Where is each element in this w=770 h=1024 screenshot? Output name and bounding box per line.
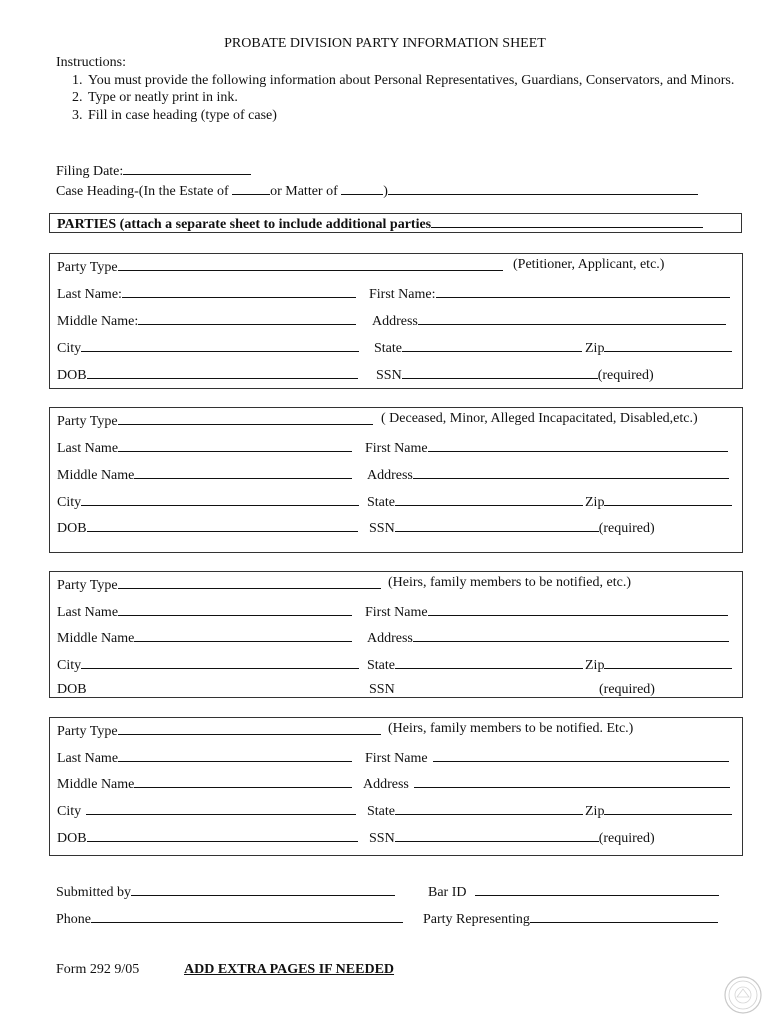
state-label: State xyxy=(367,658,395,673)
first-name-field[interactable] xyxy=(433,748,729,762)
or-matter-of-label: or Matter of xyxy=(270,184,338,199)
party-type-row xyxy=(57,721,737,739)
required-note: (required) xyxy=(599,682,655,697)
page-title: PROBATE DIVISION PARTY INFORMATION SHEET xyxy=(224,36,546,51)
filing-date-label: Filing Date: xyxy=(56,164,124,179)
city-field[interactable] xyxy=(86,801,356,815)
party-block xyxy=(49,571,743,698)
dob-field[interactable] xyxy=(87,828,358,842)
zip-field[interactable] xyxy=(604,338,732,352)
first-name-field[interactable] xyxy=(428,438,728,452)
parties-heading xyxy=(49,213,742,233)
party-type-hint: (Heirs, family members to be notified. Etc.) xyxy=(388,721,634,736)
middle-name-field[interactable] xyxy=(134,465,352,479)
bar-id-field[interactable] xyxy=(475,882,719,896)
filing-date-row xyxy=(56,161,746,181)
bar-id-label: Bar ID xyxy=(428,885,467,900)
last-name-label: Last Name xyxy=(57,441,119,456)
instruction-item: 2. Type or neatly print in ink. xyxy=(86,89,746,107)
name-row xyxy=(57,284,737,302)
form-footer xyxy=(56,962,656,978)
name-row xyxy=(57,602,737,620)
middle-address-row xyxy=(57,311,737,329)
party-type-row xyxy=(57,411,737,429)
zip-label: Zip xyxy=(585,495,605,510)
dob-label: DOB xyxy=(57,831,87,846)
state-field[interactable] xyxy=(402,338,582,352)
address-field[interactable] xyxy=(418,311,726,325)
instructions-list xyxy=(56,72,746,125)
ssn-field[interactable] xyxy=(402,365,598,379)
ssn-field[interactable] xyxy=(395,518,599,532)
instruction-item: 3. Fill in case heading (type of case) xyxy=(86,107,746,125)
address-field[interactable] xyxy=(413,465,729,479)
name-row xyxy=(57,748,737,766)
middle-name-field[interactable] xyxy=(134,774,352,788)
required-note: (required) xyxy=(598,521,655,536)
party-representing-field[interactable] xyxy=(530,909,718,923)
dob-label: DOB xyxy=(57,682,87,697)
city-label: City xyxy=(57,658,82,673)
middle-name-field[interactable] xyxy=(138,311,356,325)
party-type-label: Party Type xyxy=(57,260,118,275)
parties-heading-text: PARTIES (attach a separate sheet to include additional parties xyxy=(57,217,432,232)
city-label: City xyxy=(57,495,82,510)
state-label: State xyxy=(367,495,395,510)
case-heading-label: Case Heading-(In the Estate of xyxy=(56,184,229,199)
city-label: City xyxy=(57,804,82,819)
parties-heading-underline xyxy=(431,215,703,228)
phone-field[interactable] xyxy=(91,909,403,923)
party-block xyxy=(49,717,743,856)
address-label: Address xyxy=(367,631,413,646)
address-label: Address xyxy=(367,468,413,483)
filing-date-field[interactable] xyxy=(123,161,251,175)
ssn-label: SSN xyxy=(369,682,395,697)
dob-ssn-row xyxy=(57,518,737,536)
ssn-label: SSN xyxy=(369,831,395,846)
last-name-field[interactable] xyxy=(118,748,352,762)
first-name-label: First Name xyxy=(365,605,428,620)
first-name-field[interactable] xyxy=(436,284,730,298)
party-type-field[interactable] xyxy=(118,575,381,589)
last-name-field[interactable] xyxy=(118,602,352,616)
phone-label: Phone xyxy=(56,912,91,927)
submitted-by-label: Submitted by xyxy=(56,885,132,900)
city-field[interactable] xyxy=(81,655,359,669)
address-field[interactable] xyxy=(414,774,730,788)
party-type-field[interactable] xyxy=(118,257,503,271)
state-field[interactable] xyxy=(395,801,583,815)
close-paren: ) xyxy=(383,184,388,199)
first-name-label: First Name xyxy=(365,441,428,456)
zip-field[interactable] xyxy=(604,655,732,669)
filing-section xyxy=(56,161,746,201)
required-note: (required) xyxy=(598,831,655,846)
party-representing-label: Party Representing xyxy=(423,912,530,927)
first-name-field[interactable] xyxy=(428,602,728,616)
city-state-zip-row xyxy=(57,801,737,819)
required-note: (required) xyxy=(597,368,654,383)
dob-ssn-row xyxy=(57,365,737,383)
city-field[interactable] xyxy=(81,492,359,506)
address-label: Address xyxy=(372,314,418,329)
first-name-label: First Name: xyxy=(369,287,436,302)
last-name-label: Last Name: xyxy=(57,287,122,302)
address-label: Address xyxy=(363,777,409,792)
middle-name-field[interactable] xyxy=(134,628,352,642)
state-field[interactable] xyxy=(395,655,583,669)
dob-ssn-row xyxy=(57,682,737,700)
instructions-heading: Instructions: xyxy=(56,55,126,70)
party-type-hint: (Petitioner, Applicant, etc.) xyxy=(513,257,665,272)
first-name-label: First Name xyxy=(365,751,428,766)
dob-ssn-row xyxy=(57,828,737,846)
middle-address-row xyxy=(57,774,737,792)
middle-name-label: Middle Name xyxy=(57,777,135,792)
ssn-field[interactable] xyxy=(395,828,599,842)
case-heading-row xyxy=(56,181,746,201)
zip-field[interactable] xyxy=(604,801,732,815)
zip-label: Zip xyxy=(585,341,605,356)
name-row xyxy=(57,438,737,456)
party-type-hint: (Heirs, family members to be notified, etc.) xyxy=(388,575,631,590)
party-type-row xyxy=(57,257,737,275)
state-field[interactable] xyxy=(395,492,583,506)
last-name-label: Last Name xyxy=(57,605,119,620)
instruction-item: 1. You must provide the following information about Personal Representatives, Guardians, Conservators, and Minors. xyxy=(86,72,746,90)
party-type-label: Party Type xyxy=(57,724,118,739)
zip-label: Zip xyxy=(585,804,605,819)
dob-label: DOB xyxy=(57,368,87,383)
party-block xyxy=(49,407,743,553)
estate-of-field[interactable] xyxy=(232,181,270,195)
party-type-field[interactable] xyxy=(118,721,381,735)
case-heading-field[interactable] xyxy=(388,181,698,195)
form-number: Form 292 9/05 xyxy=(56,962,140,977)
ssn-label: SSN xyxy=(369,521,395,536)
party-type-row xyxy=(57,575,737,593)
party-type-label: Party Type xyxy=(57,578,118,593)
city-state-zip-row xyxy=(57,338,737,356)
state-label: State xyxy=(374,341,402,356)
ssn-label: SSN xyxy=(376,368,402,383)
middle-address-row xyxy=(57,628,737,646)
last-name-field[interactable] xyxy=(122,284,356,298)
party-type-label: Party Type xyxy=(57,414,118,429)
city-field[interactable] xyxy=(81,338,359,352)
middle-name-label: Middle Name xyxy=(57,468,135,483)
address-field[interactable] xyxy=(413,628,729,642)
extra-pages-notice: ADD EXTRA PAGES IF NEEDED xyxy=(184,962,395,977)
matter-of-field[interactable] xyxy=(341,181,383,195)
city-label: City xyxy=(57,341,82,356)
last-name-label: Last Name xyxy=(57,751,119,766)
zip-label: Zip xyxy=(585,658,605,673)
city-state-zip-row xyxy=(57,655,737,673)
submitted-by-field[interactable] xyxy=(131,882,395,896)
city-state-zip-row xyxy=(57,492,737,510)
zip-field[interactable] xyxy=(604,492,732,506)
middle-address-row xyxy=(57,465,737,483)
middle-name-label: Middle Name xyxy=(57,631,135,646)
dob-field[interactable] xyxy=(87,518,358,532)
dob-field[interactable] xyxy=(87,365,358,379)
party-type-hint: ( Deceased, Minor, Alleged Incapacitated, Disabled,etc.) xyxy=(381,411,698,426)
party-block xyxy=(49,253,743,389)
middle-name-label: Middle Name: xyxy=(57,314,139,329)
instructions xyxy=(56,54,746,124)
court-seal-icon xyxy=(723,975,763,1015)
last-name-field[interactable] xyxy=(118,438,352,452)
state-label: State xyxy=(367,804,395,819)
party-type-field[interactable] xyxy=(118,411,373,425)
dob-label: DOB xyxy=(57,521,87,536)
